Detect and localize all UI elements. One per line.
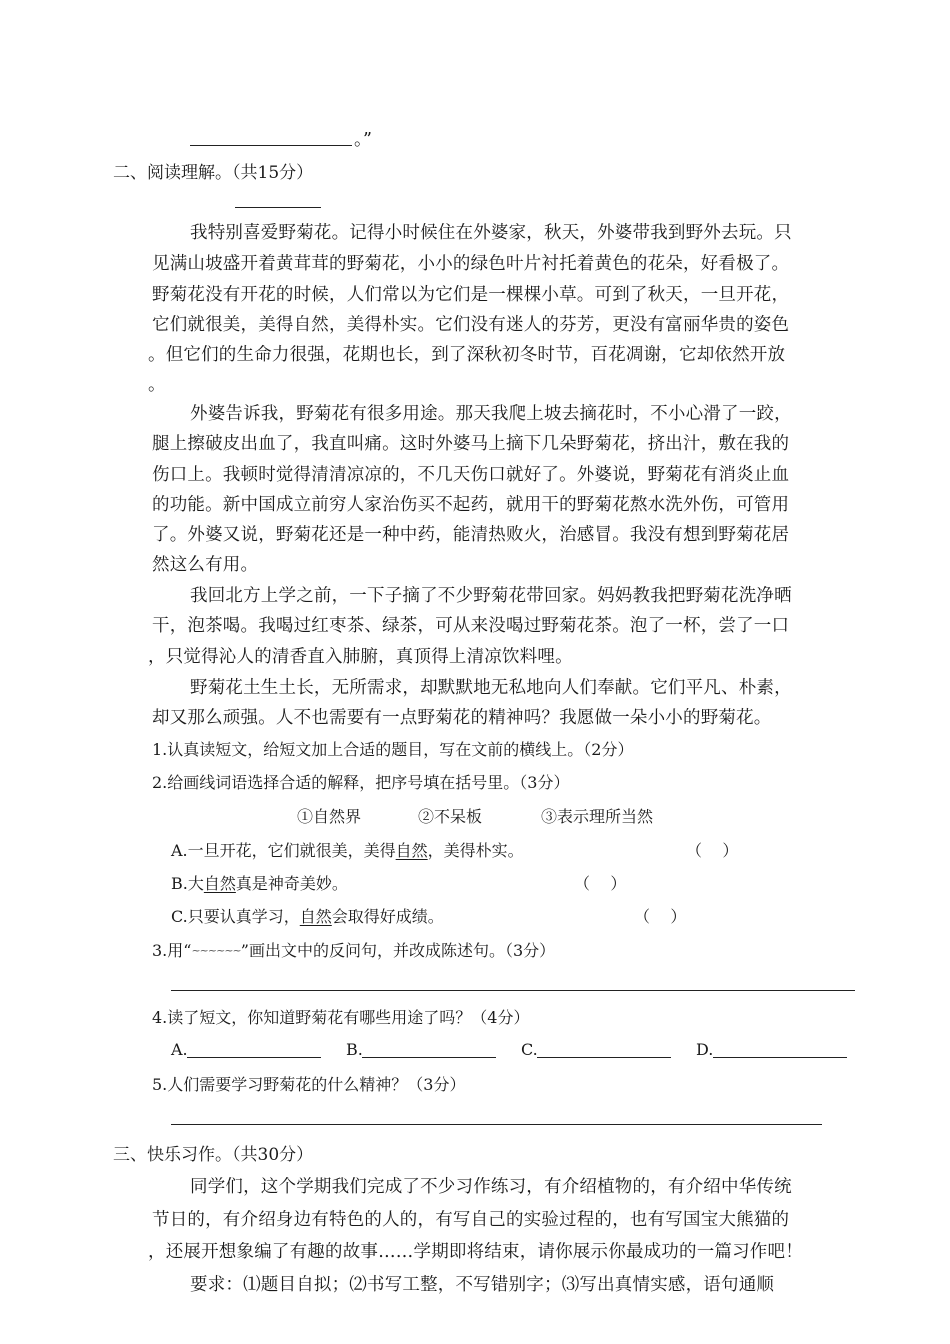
passage-line: 我回北方上学之前，一下子摘了不少野菊花带回家。妈妈教我把野菊花洗净晒 xyxy=(190,586,792,606)
passage-line: 我特别喜爱野菊花。记得小时候住在外婆家，秋天，外婆带我到野外去玩。只 xyxy=(190,223,792,243)
q4-blank-c[interactable] xyxy=(537,1057,671,1058)
q4-answer-c: C. xyxy=(521,1040,538,1059)
passage-line: 的功能。新中国成立前穷人家治伤买不起药，就用干的野菊花熬水洗外伤，可管用 xyxy=(152,495,790,515)
q4-blank-b[interactable] xyxy=(362,1057,496,1058)
question-4: 4.读了短文，你知道野菊花有哪些用途了吗？（4分） xyxy=(152,1008,530,1027)
passage-line: 腿上擦破皮出血了，我直叫痛。这时外婆马上摘下几朵野菊花，挤出汁，敷在我的 xyxy=(152,434,790,454)
question-2b: B.大自然真是神奇美妙。 xyxy=(171,874,348,893)
passage-line: 然这么有用。 xyxy=(152,555,259,575)
passage-line: 见满山坡盛开着黄茸茸的野菊花，小小的绿色叶片衬托着黄色的花朵，好看极了。 xyxy=(152,254,790,274)
q4-blank-a[interactable] xyxy=(187,1057,321,1058)
wavy-line-symbol: ~~~~~~ xyxy=(191,944,241,957)
passage-line: 野菊花没有开花的时候，人们常以为它们是一棵棵小草。可到了秋天，一旦开花， xyxy=(152,285,790,305)
question-3: 3.用“~~~~~~”画出文中的反问句，并改成陈述句。（3分） xyxy=(152,941,556,960)
passage-line: 干，泡茶喝。我喝过红枣茶、绿茶，可从来没喝过野菊花茶。泡了一杯，尝了一口 xyxy=(152,616,790,636)
top-answer-line[interactable] xyxy=(190,145,352,146)
passage-line: 了。外婆又说，野菊花还是一种中药，能清热败火，治感冒。我没有想到野菊花居 xyxy=(152,525,790,545)
writing-prompt-line: 同学们，这个学期我们完成了不少习作练习，有介绍植物的，有介绍中华传统 xyxy=(190,1177,792,1197)
option-3: ③表示理所当然 xyxy=(541,807,654,826)
underlined-word: 自然 xyxy=(395,841,428,860)
section2-heading: 二、阅读理解。（共15分） xyxy=(113,163,314,183)
passage-line: ，只觉得沁人的清香直入肺腑，真顶得上清凉饮料哩。 xyxy=(148,647,573,667)
passage-line: 伤口上。我顿时觉得清清凉凉的，不几天伤口就好了。外婆说，野菊花有消炎止血 xyxy=(152,465,790,485)
question-2a: A.一旦开花，它们就很美，美得自然，美得朴实。 xyxy=(171,841,524,860)
passage-line: 野菊花土生土长，无所需求，却默默地无私地向人们奉献。它们平凡、朴素， xyxy=(190,678,792,698)
q4-blank-d[interactable] xyxy=(713,1057,847,1058)
writing-requirements: 要求：⑴题目自拟；⑵书写工整，不写错别字；⑶写出真情实感，语句通顺 xyxy=(190,1275,775,1295)
writing-prompt-line: 节日的，有介绍身边有特色的人的，有写自己的实验过程的，也有写国宝大熊猫的 xyxy=(152,1210,790,1230)
writing-prompt-line: ，还展开想象编了有趣的故事……学期即将结束，请你展示你最成功的一篇习作吧！ xyxy=(148,1242,803,1262)
option-1: ①自然界 xyxy=(297,807,362,826)
passage-line: 。 xyxy=(148,375,166,395)
underlined-word: 自然 xyxy=(299,907,332,926)
underlined-word: 自然 xyxy=(203,874,236,893)
q4-answer-a: A. xyxy=(171,1040,188,1059)
answer-paren-2b[interactable]: （ ） xyxy=(574,874,627,893)
passage-line: 。但它们的生命力很强，花期也长，到了深秋初冬时节，百花凋谢，它却依然开放 xyxy=(148,345,786,365)
q4-answer-b: B. xyxy=(346,1040,363,1059)
question-2: 2.给画线词语选择合适的解释，把序号填在括号里。（3分） xyxy=(152,773,570,792)
section3-heading: 三、快乐习作。（共30分） xyxy=(113,1145,314,1165)
answer-paren-2c[interactable]: （ ） xyxy=(634,907,687,926)
top-answer-line-end: 。” xyxy=(354,130,373,150)
question-5: 5.人们需要学习野菊花的什么精神？（3分） xyxy=(152,1075,466,1094)
q4-answer-d: D. xyxy=(696,1040,714,1059)
passage-line: 外婆告诉我，野菊花有很多用途。那天我爬上坡去摘花时，不小心滑了一跤， xyxy=(190,404,792,424)
passage-line: 却又那么顽强。人不也需要有一点野菊花的精神吗？我愿做一朵小小的野菊花。 xyxy=(152,708,772,728)
answer-paren-2a[interactable]: （ ） xyxy=(686,841,739,860)
answer-line-5[interactable] xyxy=(171,1124,822,1125)
question-1: 1.认真读短文，给短文加上合适的题目，写在文前的横线上。（2分） xyxy=(152,740,634,759)
passage-line: 它们就很美，美得自然，美得朴实。它们没有迷人的芬芳，更没有富丽华贵的姿色 xyxy=(152,315,790,335)
question-2c: C.只要认真学习，自然会取得好成绩。 xyxy=(171,907,444,926)
answer-line-3[interactable] xyxy=(171,990,855,991)
option-2: ②不呆板 xyxy=(418,807,483,826)
title-answer-line[interactable] xyxy=(235,207,321,208)
